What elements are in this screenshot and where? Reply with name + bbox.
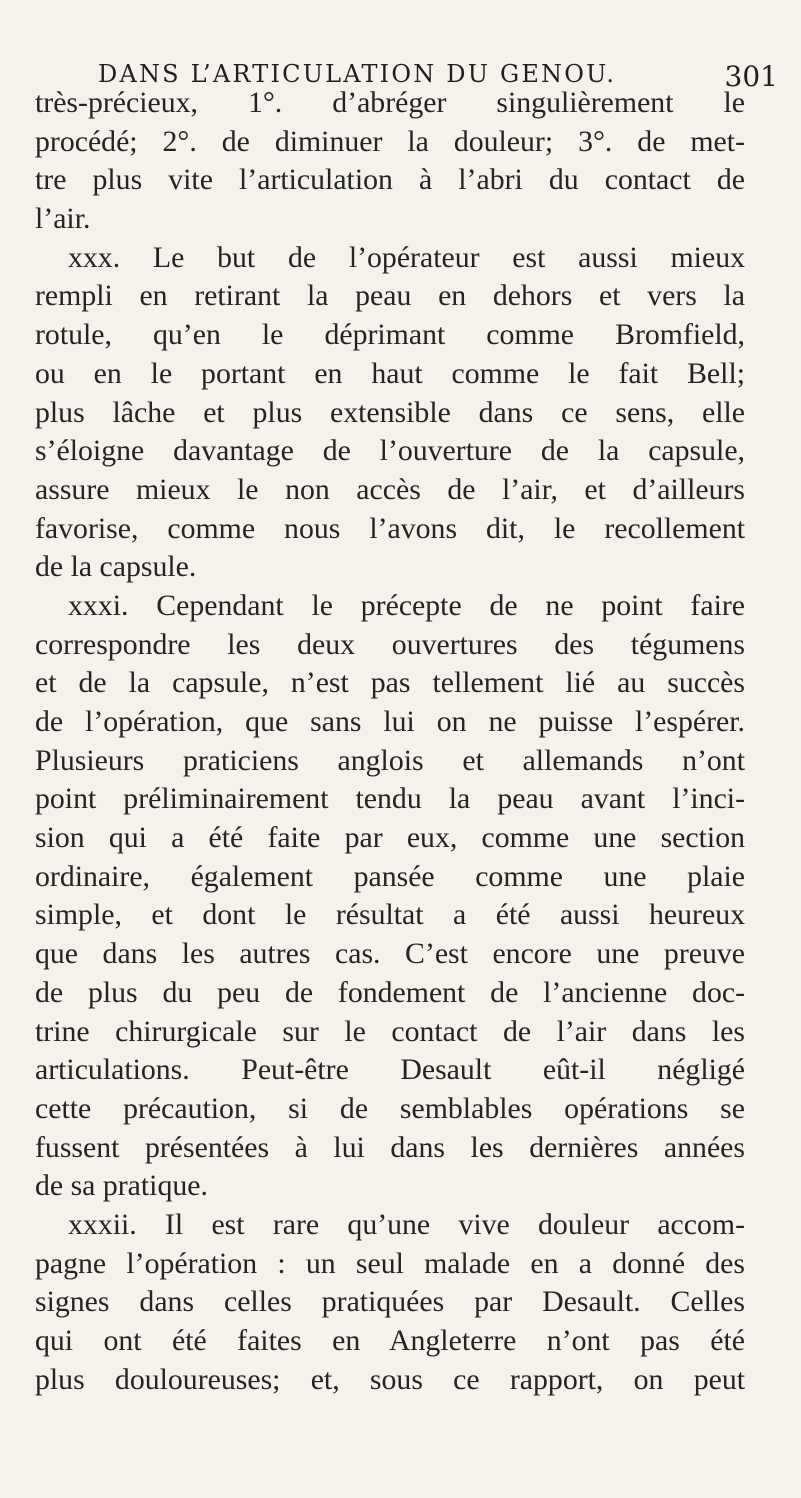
text-line: xxxii. Il est rare qu’une vive douleur accom- — [68, 1207, 745, 1241]
page-number: 301 — [724, 60, 778, 93]
text-line: point préliminairement tendu la peau avant l’inci- — [35, 782, 745, 816]
text-line: et de la capsule, n’est pas tellement lié au succès — [35, 666, 745, 700]
text-line: correspondre les deux ouvertures des tégumens — [35, 627, 745, 661]
text-line: rempli en retirant la peau en dehors et vers la — [35, 279, 745, 313]
text-line: articulations. Peut-être Desault eût-il négligé — [35, 1053, 745, 1087]
text-line: sion qui a été faite par eux, comme une section — [35, 821, 745, 855]
text-line: ou en le portant en haut comme le fait Bell; — [35, 356, 745, 390]
text-line: ordinaire, également pansée comme une plaie — [35, 859, 745, 893]
text-line: de l’opération, que sans lui on ne puisse l’espérer. — [35, 705, 745, 738]
text-line: de sa pratique. — [35, 1169, 208, 1203]
text-line: xxx. Le but de l’opérateur est aussi mieux — [68, 240, 745, 274]
text-line: simple, et dont le résultat a été aussi heureux — [35, 898, 745, 932]
running-header-title: DANS L’ARTICULATION DU GENOU. — [98, 60, 617, 88]
text-line: xxxi. Cependant le précepte de ne point faire — [68, 588, 745, 622]
text-line: qui ont été faites en Angleterre n’ont pas été — [35, 1324, 745, 1357]
text-line: cette précaution, si de semblables opérations se — [35, 1091, 745, 1125]
text-line: Plusieurs praticiens anglois et allemands n’ont — [35, 743, 745, 777]
text-line: favorise, comme nous l’avons dit, le recollement — [35, 511, 745, 545]
text-line: tre plus vite l’articulation à l’abri du contact de — [35, 163, 745, 197]
text-line: très-précieux, 1°. d’abréger singulièrement le — [35, 86, 745, 119]
text-line: rotule, qu’en le déprimant comme Bromfield, — [35, 318, 745, 352]
text-line: trine chirurgicale sur le contact de l’air dans les — [35, 1014, 745, 1048]
text-line: plus lâche et plus extensible dans ce sens, elle — [35, 395, 745, 429]
text-line: fussent présentées à lui dans les dernières années — [35, 1130, 745, 1164]
text-line: de plus du peu de fondement de l’ancienne doc- — [35, 975, 745, 1009]
text-line: l’air. — [35, 202, 91, 236]
text-line: que dans les autres cas. C’est encore une preuve — [35, 937, 745, 971]
body-text — [35, 84, 745, 1399]
text-line: pagne l’opération : un seul malade en a donné des — [35, 1246, 745, 1280]
text-line: s’éloigne davantage de l’ouverture de la capsule, — [35, 434, 745, 468]
text-line: procédé; 2°. de diminuer la douleur; 3°. de met- — [35, 124, 745, 158]
text-line: assure mieux le non accès de l’air, et d’ailleurs — [35, 472, 745, 506]
text-line: de la capsule. — [35, 550, 197, 584]
text-line: signes dans celles pratiquées par Desault. Celles — [35, 1285, 745, 1319]
text-line: plus douloureuses; et, sous ce rapport, on peut — [35, 1362, 745, 1396]
